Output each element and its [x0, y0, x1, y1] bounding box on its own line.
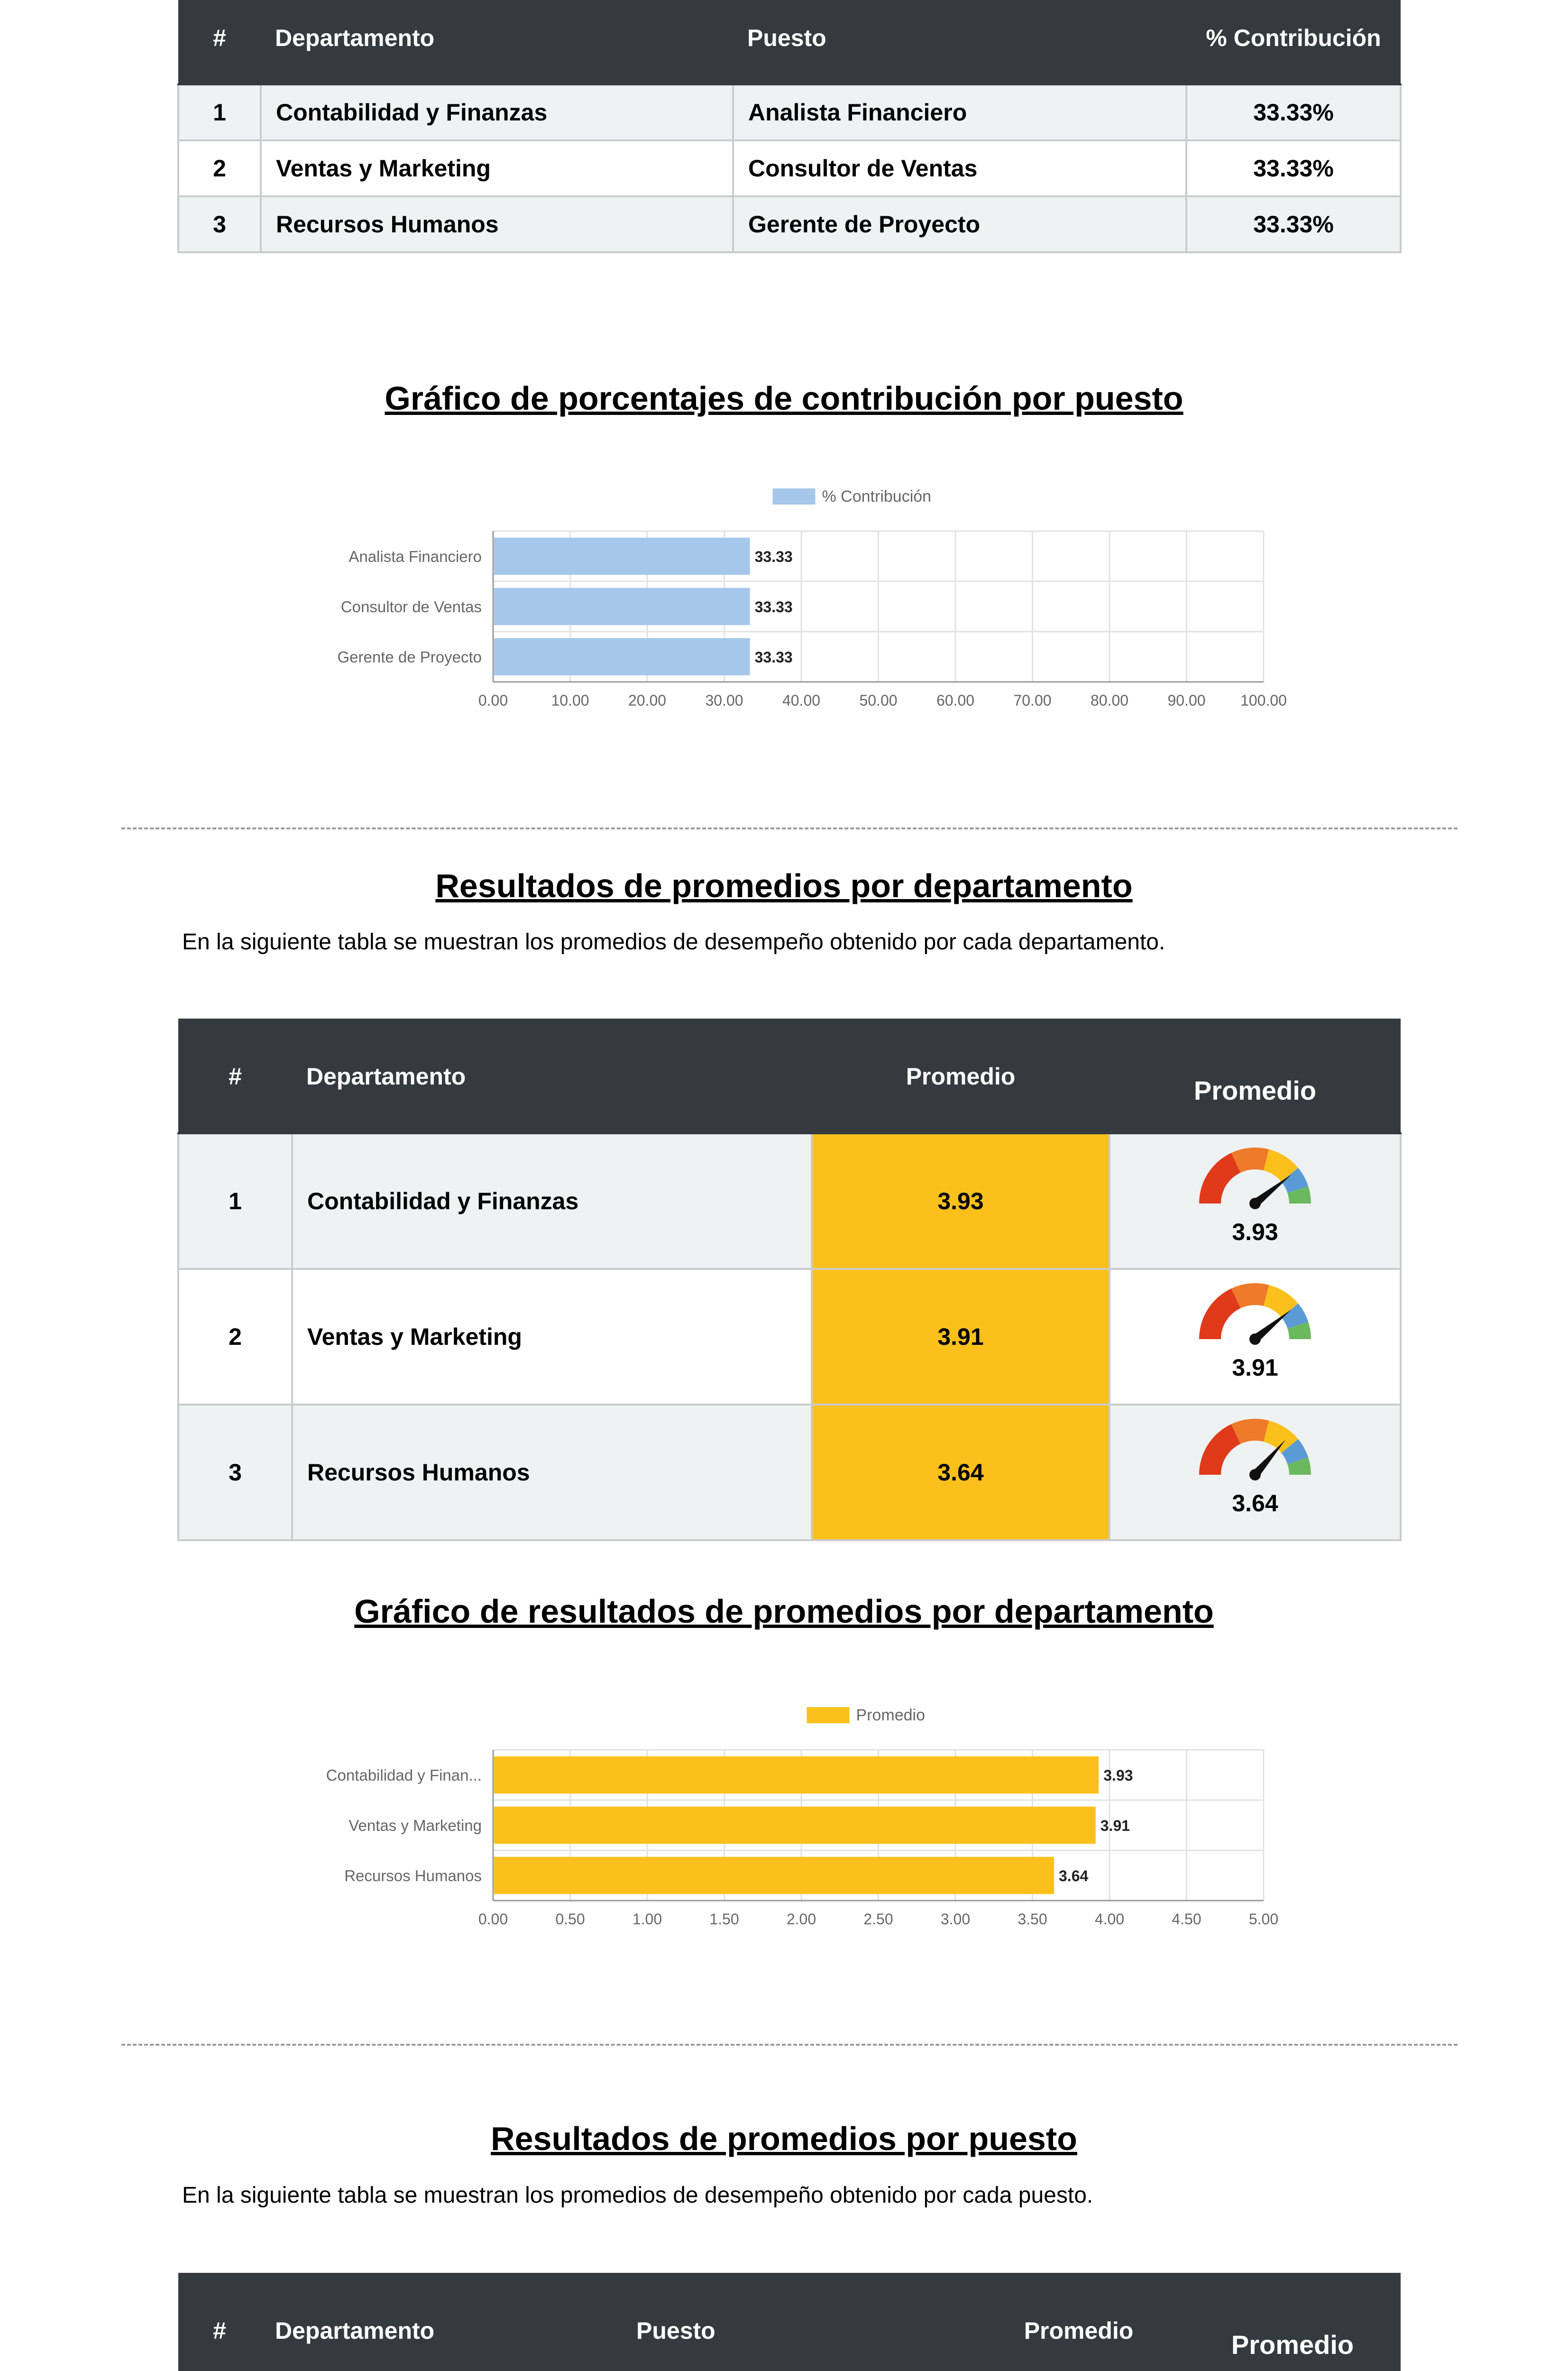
gauge-hub — [1249, 1469, 1261, 1480]
x-tick-label: 3.50 — [1018, 1911, 1047, 1928]
dept-chart — [284, 1688, 1328, 1956]
legend-label: % Contribución — [822, 487, 932, 505]
row-number: 3 — [178, 196, 261, 252]
dept-section-title: Resultados de promedios por departamento — [435, 867, 1133, 904]
row-contribucion: 33.33% — [1186, 140, 1401, 196]
row-gauge — [1110, 1269, 1401, 1405]
x-tick-label: 10.00 — [551, 692, 589, 709]
col-header-num: # — [178, 0, 261, 84]
row-promedio: 3.91 — [812, 1269, 1110, 1405]
row-number: 2 — [178, 1269, 292, 1405]
gauge-hub — [1249, 1198, 1261, 1209]
gauge-icon — [1196, 1144, 1314, 1220]
row-departamento: Recursos Humanos — [261, 196, 733, 252]
y-category-label: Contabilidad y Finan... — [326, 1766, 482, 1784]
section-divider — [121, 2044, 1458, 2046]
y-category-label: Gerente de Proyecto — [337, 648, 482, 666]
x-tick-label: 90.00 — [1167, 692, 1206, 709]
gauge-value: 3.64 — [1232, 1490, 1278, 1516]
x-tick-label: 30.00 — [705, 692, 743, 709]
dept-averages-table — [177, 1019, 1402, 1541]
y-category-label: Analista Financiero — [348, 548, 482, 565]
contribution-table — [177, 0, 1402, 253]
x-tick-label: 4.00 — [1094, 1911, 1125, 1928]
row-number: 1 — [178, 84, 261, 140]
gauge-hub — [1249, 1333, 1261, 1345]
bar-value-label: 3.93 — [1103, 1767, 1133, 1784]
row-departamento: Recursos Humanos — [292, 1405, 812, 1540]
x-tick-label: 4.50 — [1172, 1911, 1201, 1928]
row-contribucion: 33.33% — [1186, 196, 1401, 252]
row-departamento: Contabilidad y Finanzas — [261, 84, 733, 140]
y-category-label: Recursos Humanos — [344, 1867, 482, 1884]
contribution-chart — [284, 469, 1328, 737]
col-header-departamento: Departamento — [292, 1020, 812, 1133]
row-puesto: Gerente de Proyecto — [733, 196, 1186, 252]
col-header-promedio-gauge: Promedio — [1110, 1020, 1401, 1133]
gauge-segment — [1199, 1288, 1240, 1339]
x-tick-label: 1.50 — [709, 1911, 739, 1928]
x-tick-label: 0.00 — [478, 1911, 508, 1928]
col-header-promedio: Promedio — [973, 2274, 1184, 2371]
contribution-bar-chart — [284, 469, 1328, 735]
row-puesto: Analista Financiero — [733, 84, 1186, 140]
row-promedio: 3.93 — [812, 1133, 1110, 1269]
x-tick-label: 5.00 — [1248, 1911, 1279, 1928]
x-tick-label: 3.00 — [940, 1911, 971, 1928]
bar-value-label: 33.33 — [754, 548, 793, 565]
x-tick-label: 40.00 — [782, 692, 821, 709]
col-header-puesto: Puesto — [622, 2274, 973, 2371]
table-row — [178, 1133, 1401, 1269]
contribution-chart-title: Gráfico de porcentajes de contribución por puesto — [385, 380, 1183, 417]
table-row — [178, 84, 1401, 140]
row-contribucion: 33.33% — [1186, 84, 1401, 140]
x-tick-label: 50.00 — [859, 692, 898, 709]
col-header-num: # — [178, 2274, 261, 2371]
dept-bar-chart — [284, 1688, 1328, 1954]
table-row — [178, 140, 1401, 196]
row-number: 2 — [178, 140, 261, 196]
row-promedio: 3.64 — [812, 1405, 1110, 1540]
bar — [494, 1807, 1096, 1844]
x-tick-label: 100.00 — [1240, 692, 1287, 709]
table-row — [178, 1269, 1401, 1405]
bar — [494, 538, 750, 575]
dept-chart-title: Gráfico de resultados de promedios por departamento — [354, 1593, 1214, 1630]
puesto-averages-table — [177, 2273, 1402, 2371]
bar — [494, 1857, 1054, 1894]
col-header-num: # — [178, 1020, 292, 1133]
gauge-icon — [1196, 1280, 1314, 1356]
x-tick-label: 70.00 — [1013, 692, 1052, 709]
col-header-promedio: Promedio — [812, 1020, 1110, 1133]
x-tick-label: 2.00 — [786, 1911, 816, 1928]
bar-value-label: 33.33 — [754, 649, 793, 666]
puesto-section-description: En la siguiente tabla se muestran los promedios de desempeño obtenido por cada puesto. — [182, 2183, 1093, 2208]
bar-value-label: 3.91 — [1100, 1817, 1130, 1834]
bar — [494, 1756, 1099, 1793]
col-header-contribucion: % Contribución — [1186, 0, 1401, 84]
table-row — [178, 196, 1401, 252]
gauge-value: 3.93 — [1232, 1219, 1278, 1245]
y-category-label: Consultor de Ventas — [340, 598, 482, 616]
table-row — [178, 1405, 1401, 1540]
x-tick-label: 80.00 — [1090, 692, 1129, 709]
bar — [494, 588, 750, 625]
legend-label: Promedio — [856, 1706, 926, 1724]
bar-value-label: 3.64 — [1059, 1867, 1089, 1884]
y-category-label: Ventas y Marketing — [348, 1817, 482, 1834]
legend-swatch — [773, 488, 816, 505]
row-gauge — [1110, 1405, 1401, 1540]
gauge-segment — [1199, 1424, 1240, 1475]
x-tick-label: 0.50 — [555, 1911, 585, 1928]
col-header-departamento: Departamento — [261, 0, 733, 84]
section-divider — [121, 827, 1458, 829]
x-tick-label: 1.00 — [632, 1911, 662, 1928]
gauge-value: 3.91 — [1232, 1354, 1278, 1381]
gauge-segment — [1199, 1153, 1240, 1204]
row-departamento: Ventas y Marketing — [261, 140, 733, 196]
row-gauge — [1110, 1133, 1401, 1269]
bar-value-label: 33.33 — [754, 598, 793, 616]
x-tick-label: 20.00 — [628, 692, 667, 709]
x-tick-label: 0.00 — [478, 692, 508, 709]
legend-swatch — [807, 1707, 850, 1723]
col-header-promedio-gauge: Promedio — [1184, 2274, 1401, 2371]
row-puesto: Consultor de Ventas — [733, 140, 1186, 196]
gauge-icon — [1196, 1415, 1314, 1491]
row-number: 3 — [178, 1405, 292, 1540]
row-departamento: Contabilidad y Finanzas — [292, 1133, 812, 1269]
x-tick-label: 60.00 — [936, 692, 975, 709]
x-tick-label: 2.50 — [863, 1911, 893, 1928]
bar — [494, 638, 750, 675]
row-departamento: Ventas y Marketing — [292, 1269, 812, 1405]
col-header-departamento: Departamento — [261, 2274, 622, 2371]
puesto-section-title: Resultados de promedios por puesto — [491, 2120, 1077, 2157]
col-header-puesto: Puesto — [733, 0, 1186, 84]
row-number: 1 — [178, 1133, 292, 1269]
dept-section-description: En la siguiente tabla se muestran los promedios de desempeño obtenido por cada departamento. — [182, 929, 1165, 955]
